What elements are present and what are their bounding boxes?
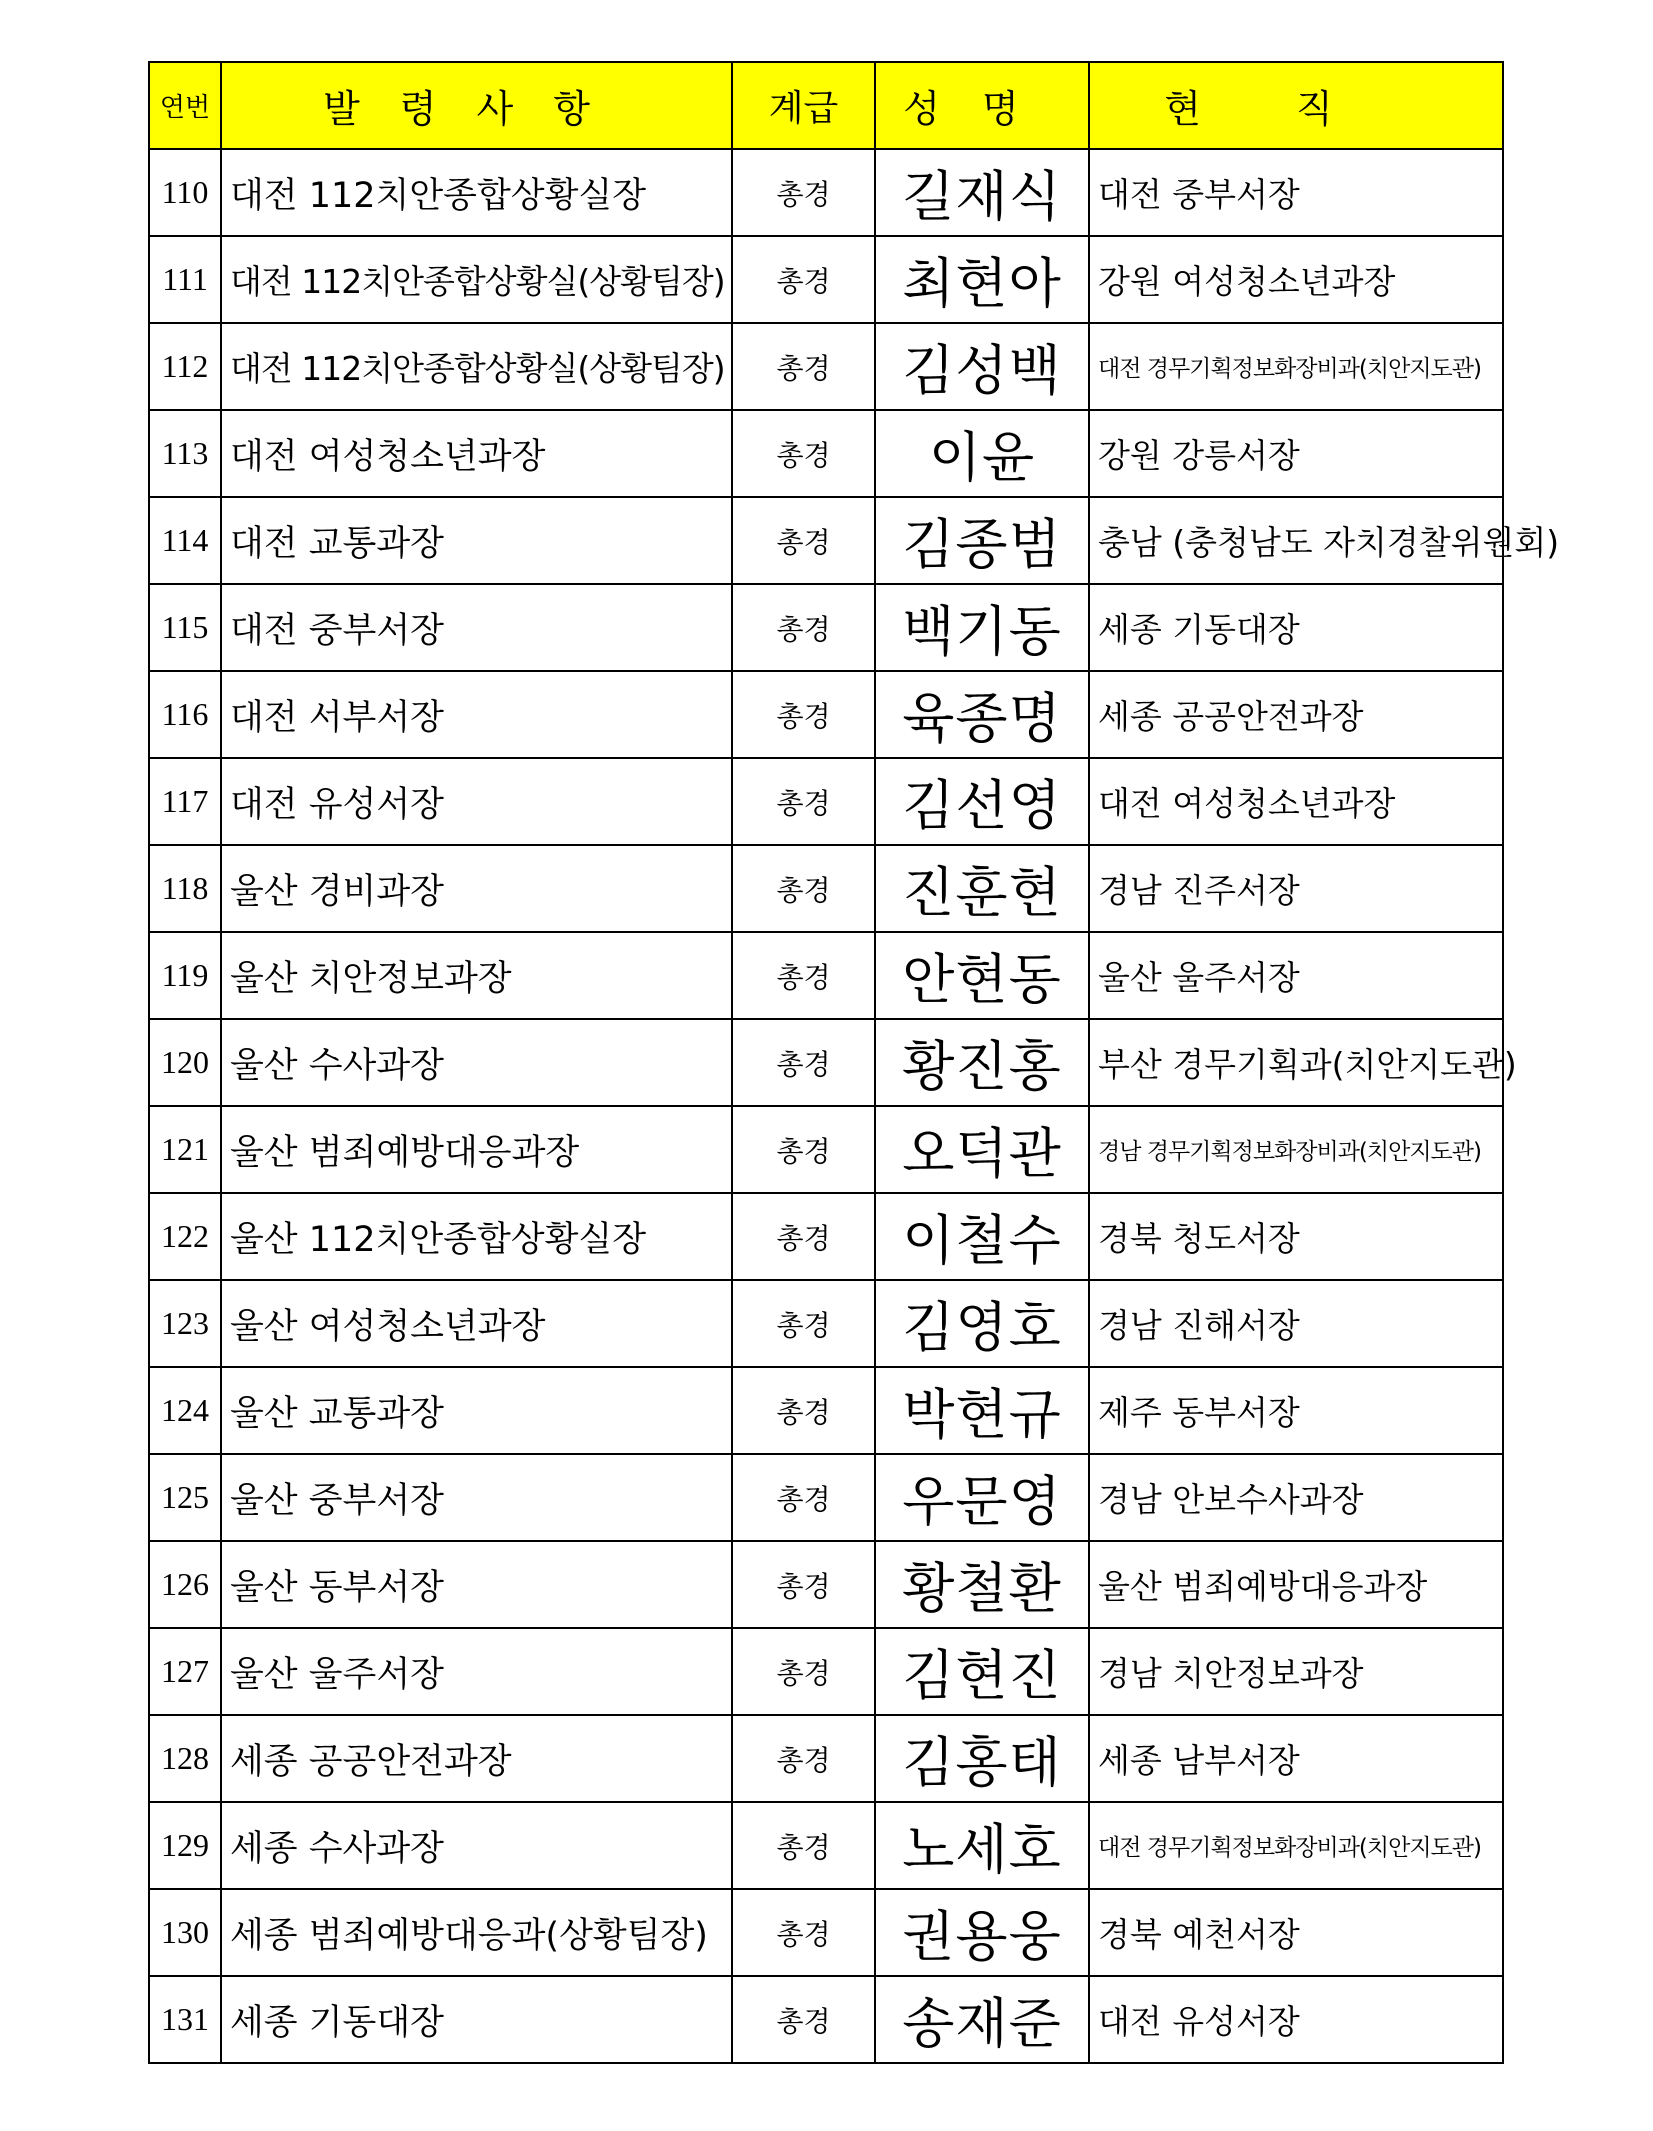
header-current-position: 현직 (1089, 62, 1503, 149)
name-cell: 안현동 (875, 932, 1089, 1019)
serial-number-cell: 113 (149, 410, 221, 497)
current-position-cell: 경남 진해서장 (1089, 1280, 1503, 1367)
current-position-cell: 세종 공공안전과장 (1089, 671, 1503, 758)
appointment-cell: 울산 중부서장 (221, 1454, 732, 1541)
table-row (149, 584, 1503, 671)
table-row (149, 1628, 1503, 1715)
appointment-cell: 울산 경비과장 (221, 845, 732, 932)
appointment-cell: 대전 유성서장 (221, 758, 732, 845)
name-cell: 우문영 (875, 1454, 1089, 1541)
appointment-cell: 대전 서부서장 (221, 671, 732, 758)
name-cell: 김선영 (875, 758, 1089, 845)
current-position-cell: 제주 동부서장 (1089, 1367, 1503, 1454)
current-position-cell: 대전 유성서장 (1089, 1976, 1503, 2063)
serial-number-cell: 131 (149, 1976, 221, 2063)
appointment-cell: 세종 공공안전과장 (221, 1715, 732, 1802)
name-cell: 송재준 (875, 1976, 1089, 2063)
table-row (149, 1889, 1503, 1976)
serial-number-cell: 116 (149, 671, 221, 758)
serial-number-cell: 111 (149, 236, 221, 323)
table-row (149, 671, 1503, 758)
appointment-cell: 세종 기동대장 (221, 1976, 732, 2063)
appointment-cell: 울산 112치안종합상황실장 (221, 1193, 732, 1280)
serial-number-cell: 112 (149, 323, 221, 410)
personnel-table (148, 61, 1560, 2064)
appointment-cell: 대전 112치안종합상황실(상황팀장) (221, 323, 732, 410)
rank-cell: 총경 (732, 1541, 875, 1628)
table-row (149, 845, 1503, 932)
rank-cell: 총경 (732, 1106, 875, 1193)
table-body (149, 149, 1560, 2063)
rank-cell: 총경 (732, 758, 875, 845)
table-row (149, 323, 1503, 410)
rank-cell: 총경 (732, 1628, 875, 1715)
appointment-cell: 울산 수사과장 (221, 1019, 732, 1106)
serial-number-cell: 127 (149, 1628, 221, 1715)
name-cell: 길재식 (875, 149, 1089, 236)
current-position-cell: 울산 범죄예방대응과장 (1089, 1541, 1503, 1628)
serial-number-cell: 125 (149, 1454, 221, 1541)
rank-cell: 총경 (732, 1715, 875, 1802)
header-appointment: 발령사항 (221, 62, 732, 149)
rank-cell: 총경 (732, 1454, 875, 1541)
current-position-cell: 대전 경무기획정보화장비과(치안지도관) (1089, 323, 1503, 410)
current-position-cell: 경남 진주서장 (1089, 845, 1503, 932)
appointment-cell: 대전 112치안종합상황실(상황팀장) (221, 236, 732, 323)
serial-number-cell: 122 (149, 1193, 221, 1280)
serial-number-cell: 114 (149, 497, 221, 584)
current-position-cell: 대전 여성청소년과장 (1089, 758, 1503, 845)
current-position-cell: 경북 예천서장 (1089, 1889, 1503, 1976)
appointment-cell: 대전 112치안종합상황실장 (221, 149, 732, 236)
appointment-cell: 울산 범죄예방대응과장 (221, 1106, 732, 1193)
table-row (149, 236, 1503, 323)
table-row (149, 1106, 1503, 1193)
current-position-cell: 경남 안보수사과장 (1089, 1454, 1503, 1541)
serial-number-cell: 130 (149, 1889, 221, 1976)
current-position-cell: 세종 기동대장 (1089, 584, 1503, 671)
name-cell: 박현규 (875, 1367, 1089, 1454)
name-cell: 백기동 (875, 584, 1089, 671)
name-cell: 김현진 (875, 1628, 1089, 1715)
table-row (149, 758, 1503, 845)
rank-cell: 총경 (732, 1193, 875, 1280)
appointment-cell: 대전 여성청소년과장 (221, 410, 732, 497)
appointment-cell: 대전 교통과장 (221, 497, 732, 584)
current-position-cell: 강원 여성청소년과장 (1089, 236, 1503, 323)
appointment-cell: 울산 울주서장 (221, 1628, 732, 1715)
serial-number-cell: 120 (149, 1019, 221, 1106)
rank-cell: 총경 (732, 497, 875, 584)
name-cell: 권용웅 (875, 1889, 1089, 1976)
rank-cell: 총경 (732, 845, 875, 932)
rank-cell: 총경 (732, 1976, 875, 2063)
serial-number-cell: 123 (149, 1280, 221, 1367)
table-row (149, 1802, 1503, 1889)
serial-number-cell: 126 (149, 1541, 221, 1628)
appointment-cell: 울산 여성청소년과장 (221, 1280, 732, 1367)
serial-number-cell: 124 (149, 1367, 221, 1454)
header-row (149, 62, 1503, 149)
current-position-cell: 세종 남부서장 (1089, 1715, 1503, 1802)
table-row (149, 1367, 1503, 1454)
name-cell: 김홍태 (875, 1715, 1089, 1802)
serial-number-cell: 119 (149, 932, 221, 1019)
appointment-cell: 울산 교통과장 (221, 1367, 732, 1454)
table-row (149, 932, 1503, 1019)
table-row (149, 1715, 1503, 1802)
current-position-cell: 대전 경무기획정보화장비과(치안지도관) (1089, 1802, 1503, 1889)
rank-cell: 총경 (732, 932, 875, 1019)
name-cell: 오덕관 (875, 1106, 1089, 1193)
rank-cell: 총경 (732, 1019, 875, 1106)
table-row (149, 1454, 1503, 1541)
name-cell: 노세호 (875, 1802, 1089, 1889)
name-cell: 황진홍 (875, 1019, 1089, 1106)
current-position-cell: 강원 강릉서장 (1089, 410, 1503, 497)
current-position-cell: 경남 치안정보과장 (1089, 1628, 1503, 1715)
appointment-cell: 울산 동부서장 (221, 1541, 732, 1628)
rank-cell: 총경 (732, 236, 875, 323)
serial-number-cell: 128 (149, 1715, 221, 1802)
rank-cell: 총경 (732, 149, 875, 236)
serial-number-cell: 115 (149, 584, 221, 671)
table-row (149, 1541, 1503, 1628)
table-row (149, 1019, 1503, 1106)
name-cell: 육종명 (875, 671, 1089, 758)
name-cell: 최현아 (875, 236, 1089, 323)
appointment-cell: 세종 수사과장 (221, 1802, 732, 1889)
appointment-cell: 울산 치안정보과장 (221, 932, 732, 1019)
header-name: 성명 (875, 62, 1089, 149)
current-position-cell: 경남 경무기획정보화장비과(치안지도관) (1089, 1106, 1503, 1193)
serial-number-cell: 129 (149, 1802, 221, 1889)
serial-number-cell: 117 (149, 758, 221, 845)
rank-cell: 총경 (732, 1889, 875, 1976)
name-cell: 이윤 (875, 410, 1089, 497)
name-cell: 황철환 (875, 1541, 1089, 1628)
appointment-cell: 대전 중부서장 (221, 584, 732, 671)
name-cell: 진훈현 (875, 845, 1089, 932)
name-cell: 이철수 (875, 1193, 1089, 1280)
name-cell: 김영호 (875, 1280, 1089, 1367)
table-row (149, 497, 1503, 584)
current-position-cell: 경북 청도서장 (1089, 1193, 1503, 1280)
rank-cell: 총경 (732, 1367, 875, 1454)
current-position-cell: 부산 경무기획과(치안지도관) (1089, 1019, 1503, 1106)
current-position-cell: 대전 중부서장 (1089, 149, 1503, 236)
rank-cell: 총경 (732, 671, 875, 758)
rank-cell: 총경 (732, 1280, 875, 1367)
table-header (149, 62, 1503, 149)
name-cell: 김성백 (875, 323, 1089, 410)
header-serial-number: 연번 (149, 62, 221, 149)
rank-cell: 총경 (732, 410, 875, 497)
serial-number-cell: 118 (149, 845, 221, 932)
table-row (149, 1193, 1503, 1280)
table-row (149, 1976, 1503, 2063)
serial-number-cell: 121 (149, 1106, 221, 1193)
table-row (149, 149, 1503, 236)
current-position-cell: 충남 (충청남도 자치경찰위원회) (1089, 497, 1503, 584)
table-row (149, 410, 1503, 497)
table-row (149, 1280, 1503, 1367)
appointment-cell: 세종 범죄예방대응과(상황팀장) (221, 1889, 732, 1976)
rank-cell: 총경 (732, 1802, 875, 1889)
rank-cell: 총경 (732, 323, 875, 410)
serial-number-cell: 110 (149, 149, 221, 236)
rank-cell: 총경 (732, 584, 875, 671)
header-rank: 계급 (732, 62, 875, 149)
name-cell: 김종범 (875, 497, 1089, 584)
current-position-cell: 울산 울주서장 (1089, 932, 1503, 1019)
